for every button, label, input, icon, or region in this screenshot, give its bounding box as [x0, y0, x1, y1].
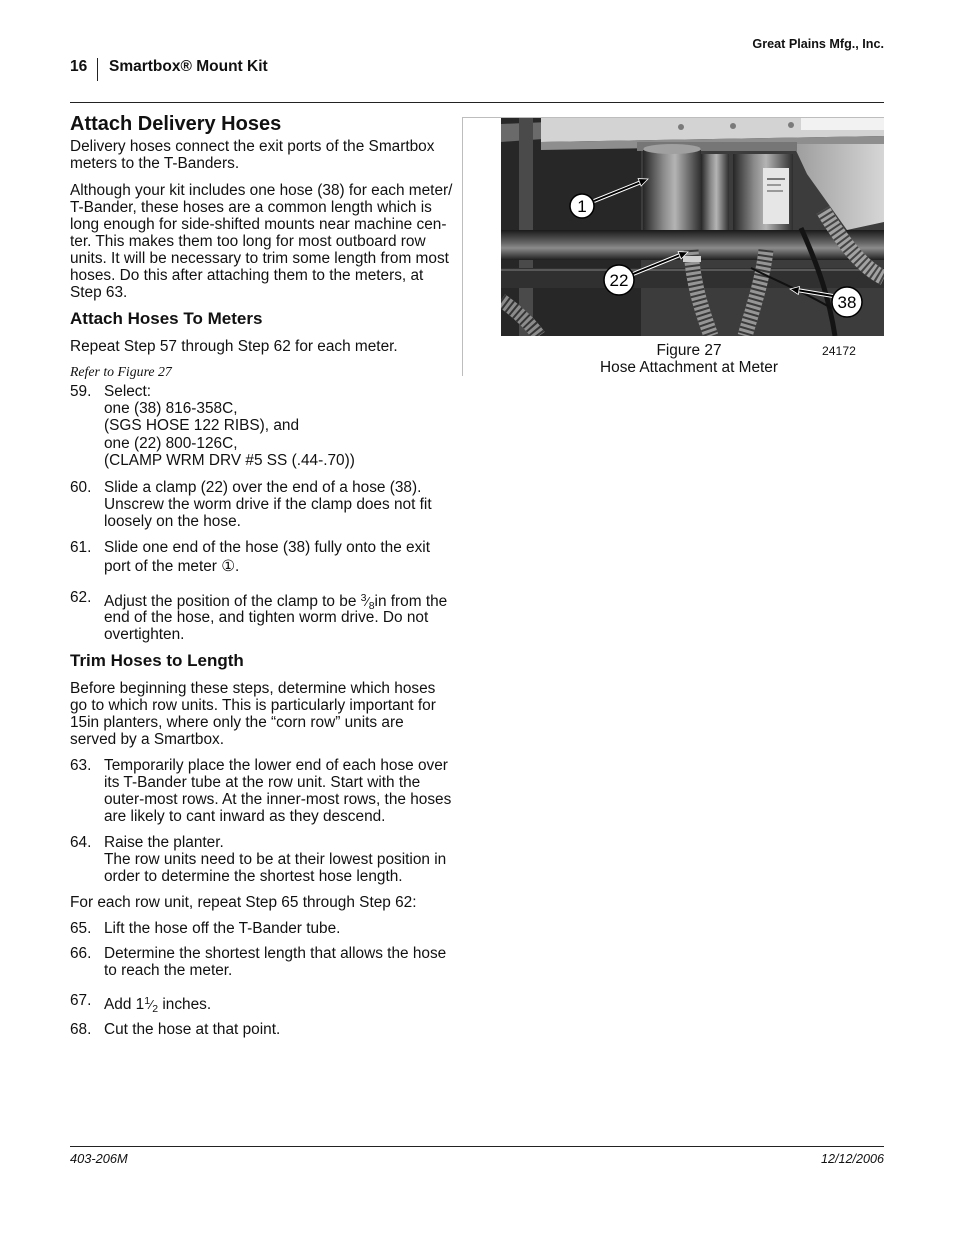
fraction-slash: ⁄ [366, 594, 369, 609]
step-line: Slide one end of the hose (38) fully onto the exit [104, 539, 430, 556]
left-post [519, 118, 533, 336]
trim-intro-line: served by a Smartbox. [70, 731, 224, 748]
step-line: (SGS HOSE 122 RIBS), and [104, 417, 300, 434]
step-line: port of the meter ①. [104, 558, 240, 575]
intro-line: Delivery hoses connect the exit ports of the Smartbox [70, 138, 435, 155]
figure-code: 24172 [822, 344, 856, 358]
note-line: Although your kit includes one hose (38) for each meter/ [70, 182, 453, 199]
note-line: units. It will be necessary to trim some length from most [70, 250, 449, 267]
worm-clamp [683, 256, 701, 262]
step-line: The row units need to be at their lowest position in [104, 851, 447, 868]
step-line: loosely on the hose. [104, 513, 241, 530]
label-mark [767, 184, 781, 186]
sky-patch [801, 118, 884, 130]
step-number: 62. [70, 589, 92, 606]
step-line: Unscrew the worm drive if the clamp does not fit [104, 496, 432, 513]
document-title: Smartbox® Mount Kit [109, 58, 268, 75]
figure-caption-title: Hose Attachment at Meter [600, 359, 778, 376]
step-number: 61. [70, 539, 92, 556]
step-text: inches. [158, 996, 212, 1013]
note-line: long enough for side-shifted mounts near machine cen- [70, 216, 447, 233]
bolt [730, 123, 736, 129]
label-mark [767, 190, 783, 192]
step-number: 59. [70, 383, 92, 400]
header-rule [70, 102, 884, 103]
step-line: Select: [104, 383, 152, 400]
meter-cap [643, 144, 701, 154]
bolt [678, 124, 684, 130]
note-line: T-Bander, these hoses are a common length which is [70, 199, 432, 216]
subsection-title-attach: Attach Hoses To Meters [70, 309, 263, 328]
step-line: its T-Bander tube at the row unit. Start with the [104, 774, 421, 791]
step-line: Lift the hose off the T-Bander tube. [104, 920, 341, 937]
trim-intro-line: go to which row units. This is particularly important for [70, 697, 436, 714]
repeat-instruction: For each row unit, repeat Step 65 through Step 62: [70, 894, 417, 911]
note-line: ter. This makes them too long for most outboard row [70, 233, 426, 250]
step-number: 60. [70, 479, 92, 496]
fraction-slash: ⁄ [150, 997, 153, 1012]
trim-intro-line: Before beginning these steps, determine which hoses [70, 680, 436, 697]
step-line-with-fraction [104, 992, 212, 1015]
step-line: end of the hose, and tighten worm drive. Do not [104, 609, 429, 626]
meter-label [763, 168, 789, 224]
fraction-numerator: 1 [144, 995, 151, 1007]
document-number: 403-206M [70, 1151, 128, 1166]
step-line: (CLAMP WRM DRV #5 SS (.44-.70)) [104, 452, 355, 469]
header-divider [97, 58, 98, 81]
step-number: 67. [70, 992, 92, 1009]
figure-photo [501, 118, 884, 336]
step-text: Adjust the position of the clamp to be [104, 593, 361, 610]
company-name: Great Plains Mfg., Inc. [752, 37, 884, 51]
figure-caption-number: Figure 27 [656, 342, 722, 359]
step-line: order to determine the shortest hose length. [104, 868, 403, 885]
step-line: Cut the hose at that point. [104, 1021, 281, 1038]
footer-rule [70, 1146, 884, 1147]
section-title: Attach Delivery Hoses [70, 113, 282, 135]
intro-line: meters to the T-Banders. [70, 155, 240, 172]
step-line: Slide a clamp (22) over the end of a hose (38). [104, 479, 422, 496]
note-line: hoses. Do this after attaching them to the meters, at [70, 267, 424, 284]
step-number: 65. [70, 920, 92, 937]
figure-frame-left [462, 117, 463, 376]
fraction-numerator: 3 [360, 592, 367, 604]
page-number: 16 [70, 58, 88, 75]
step-number: 64. [70, 834, 92, 851]
step-line: overtighten. [104, 626, 185, 643]
bolt [788, 122, 794, 128]
callout-22-label: 22 [609, 271, 629, 290]
step-text: in from the [374, 593, 448, 610]
trim-intro-line: 15in planters, where only the “corn row” units are [70, 714, 404, 731]
step-line: Temporarily place the lower end of each hose over [104, 757, 448, 774]
step-line: Raise the planter. [104, 834, 224, 851]
step-line: one (38) 816-358C, [104, 400, 238, 417]
step-text: Add 1 [104, 996, 145, 1013]
hose-attachment-photo [501, 118, 884, 336]
label-mark [767, 178, 785, 180]
fraction-denominator: 2 [152, 1003, 159, 1015]
repeat-instruction: Repeat Step 57 through Step 62 for each meter. [70, 338, 398, 355]
callout-38-label: 38 [837, 293, 857, 312]
step-line: to reach the meter. [104, 962, 233, 979]
step-line-with-fraction [104, 589, 448, 612]
callout-1-label: 1 [577, 197, 587, 216]
step-line: one (22) 800-126C, [104, 435, 238, 452]
subsection-title-trim: Trim Hoses to Length [70, 651, 244, 670]
figure-reference: Refer to Figure 27 [70, 364, 172, 379]
step-number: 66. [70, 945, 92, 962]
step-number: 68. [70, 1021, 92, 1038]
step-number: 63. [70, 757, 92, 774]
step-line: outer-most rows. At the inner-most rows, the hoses [104, 791, 452, 808]
step-line: Determine the shortest length that allows the hose [104, 945, 447, 962]
fraction-denominator: 8 [368, 600, 375, 612]
document-date: 12/12/2006 [820, 1152, 884, 1166]
note-line: Step 63. [70, 284, 128, 301]
step-line: are likely to cant inward as they descend. [104, 808, 386, 825]
